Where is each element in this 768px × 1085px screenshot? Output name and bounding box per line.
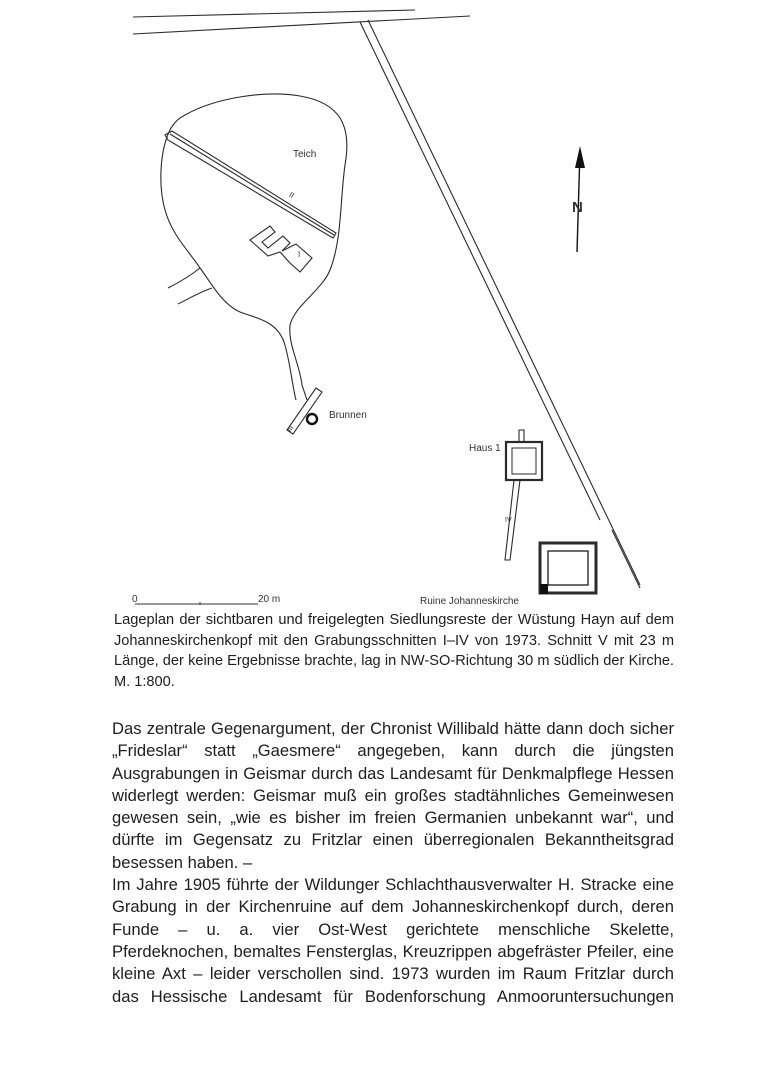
brunnen-label: Brunnen xyxy=(329,410,367,421)
road-edge-top-1 xyxy=(133,10,415,17)
scale-end-label: 20 m xyxy=(258,594,281,605)
house-1-inner xyxy=(512,448,536,474)
cut-label-iv: IV xyxy=(505,517,512,524)
church-corner-block xyxy=(540,584,548,594)
road-edge-top-2 xyxy=(133,16,470,34)
road-edge-diagonal-2 xyxy=(368,20,640,585)
north-label: N xyxy=(572,199,583,216)
body-paragraph-2: Im Jahre 1905 führte der Wildunger Schlachthausverwalter H. Stracke eine Grabung in der Kirchenruine auf dem Johanneskirchenkopf durch, deren Funde – u. a. vier Ost-West gerichtete menschliche Skelette, Pferdeknochen, bemaltes Fensterglas, Kreuzrippen abgefräster Pfeiler, eine kleine Axt – leider verschollen sind. 1973 wurden im Raum Fritzlar durch das Hessische Landesamt für Bodenforschung Anmooruntersuchungen xyxy=(112,875,674,1006)
pond-outline xyxy=(161,94,347,400)
church-inner xyxy=(548,551,588,585)
teich-label: Teich xyxy=(293,149,317,160)
cut-label-iii: III xyxy=(286,424,296,434)
scale-bar xyxy=(135,602,258,605)
caption-text: Lageplan der sichtbaren und freigelegten Siedlungsreste der Wüstung Hayn auf dem Johanneskirchenkopf mit den Grabungsschnitten I–IV von 1973. Schnitt V mit 23 m Länge, der keine Ergebnisse brachte, lag in NW-SO-Richtung 30 m südlich der Kirche. M. 1:800. xyxy=(114,612,674,690)
trench-i xyxy=(250,226,312,272)
scale-start-label: 0 xyxy=(132,594,138,605)
cut-label-ii: II xyxy=(287,190,296,201)
road-edge-right xyxy=(612,530,640,588)
figure-caption xyxy=(114,610,674,692)
body-paragraph-1: Das zentrale Gegenargument, der Chronist Willibald hätte dann doch sicher „Frideslar“ statt „Gaesmere“ angegeben, kann durch die jüngsten Ausgrabungen in Geismar durch das Landesamt für Denkmalpflege Hessen widerlegt werden: Geismar muß ein großes stadtähnliches Gemeinwesen gewesen sein, „wie es bisher im freien Germanien unbekannt war“, und dürfte im Gegensatz zu Fritzlar einen überregionalen Bekanntheitsgrad besessen haben. – xyxy=(112,719,674,872)
house-1-stub xyxy=(519,430,524,442)
cut-label-i: I xyxy=(298,250,301,259)
body-text xyxy=(112,718,674,1008)
pond-inlet-2 xyxy=(178,288,212,304)
haus-label: Haus 1 xyxy=(469,443,501,454)
ruine-label: Ruine Johanneskirche xyxy=(420,596,519,607)
well-symbol xyxy=(307,414,317,424)
pond-inlet xyxy=(168,268,200,288)
